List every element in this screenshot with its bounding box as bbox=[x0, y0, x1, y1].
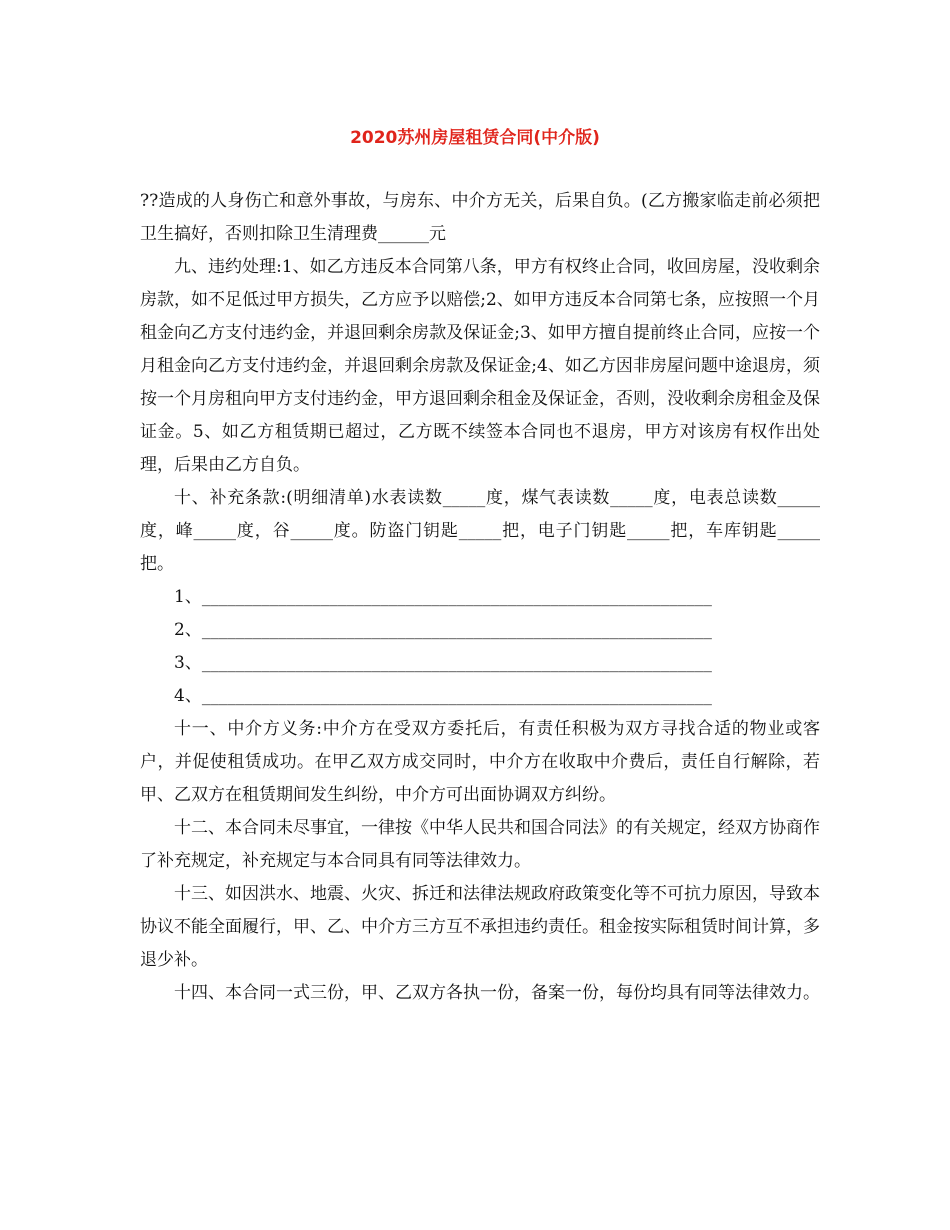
paragraph-clause-13: 十三、如因洪水、地震、火灾、拆迁和法律法规政府政策变化等不可抗力原因，导致本协议不能全面履行，甲、乙、中介方三方互不承担违约责任。租金按实际租赁时间计算，多退少补。 bbox=[140, 884, 820, 970]
paragraph-clause-9: 九、违约处理:1、如乙方违反本合同第八条，甲方有权终止合同，收回房屋，没收剩余房款，如不足低过甲方损失，乙方应予以赔偿;2、如甲方违反本合同第七条，应按照一个月租金向乙方支付违约金，并退回剩余房款及保证金;3、如甲方擅自提前终止合同，应按一个月租金向乙方支付违约金，并退回剩余房款及保证金;4、如乙方因非房屋问题中途退房，须按一个月房租向甲方支付违约金，甲方退回剩余租金及保证金，否则，没收剩余房租金及保证金。5、如乙方租赁期已超过，乙方既不续签本合同也不退房，甲方对该房有权作出处理，后果由乙方自负。 bbox=[140, 257, 820, 475]
paragraph-clause-12: 十二、本合同未尽事宜，一律按《中华人民共和国合同法》的有关规定，经双方协商作了补充规定，补充规定与本合同具有同等法律效力。 bbox=[140, 818, 820, 871]
document-title: 2020苏州房屋租赁合同(中介版) bbox=[350, 128, 600, 148]
paragraph-clause-14: 十四、本合同一式三份，甲、乙双方各执一份，备案一份，每份均具有同等法律效力。 bbox=[174, 983, 820, 1003]
paragraph-clause-11: 十一、中介方义务:中介方在受双方委托后，有责任积极为双方寻找合适的物业或客户，并促使租赁成功。在甲乙双方成交同时，中介方在收取中介费后，责任自行解除，若甲、乙双方在租赁期间发生纠纷，中介方可出面协调双方纠纷。 bbox=[140, 719, 820, 805]
blank-line-4: 4、____________________________________________________________ bbox=[174, 686, 712, 706]
paragraph-clause-10: 十、补充条款:(明细清单)水表读数_____度，煤气表读数_____度，电表总读数_____度，峰_____度，谷_____度。防盗门钥匙_____把，电子门钥匙_____把，车库钥匙_____把。 bbox=[140, 488, 820, 574]
blank-line-2: 2、____________________________________________________________ bbox=[174, 620, 712, 640]
blank-line-3: 3、____________________________________________________________ bbox=[174, 653, 712, 673]
paragraph-continuation: ??造成的人身伤亡和意外事故，与房东、中介方无关，后果自负。(乙方搬家临走前必须把卫生搞好，否则扣除卫生清理费______元 bbox=[140, 191, 820, 244]
document-body bbox=[140, 185, 820, 1010]
blank-line-1: 1、____________________________________________________________ bbox=[174, 587, 712, 607]
